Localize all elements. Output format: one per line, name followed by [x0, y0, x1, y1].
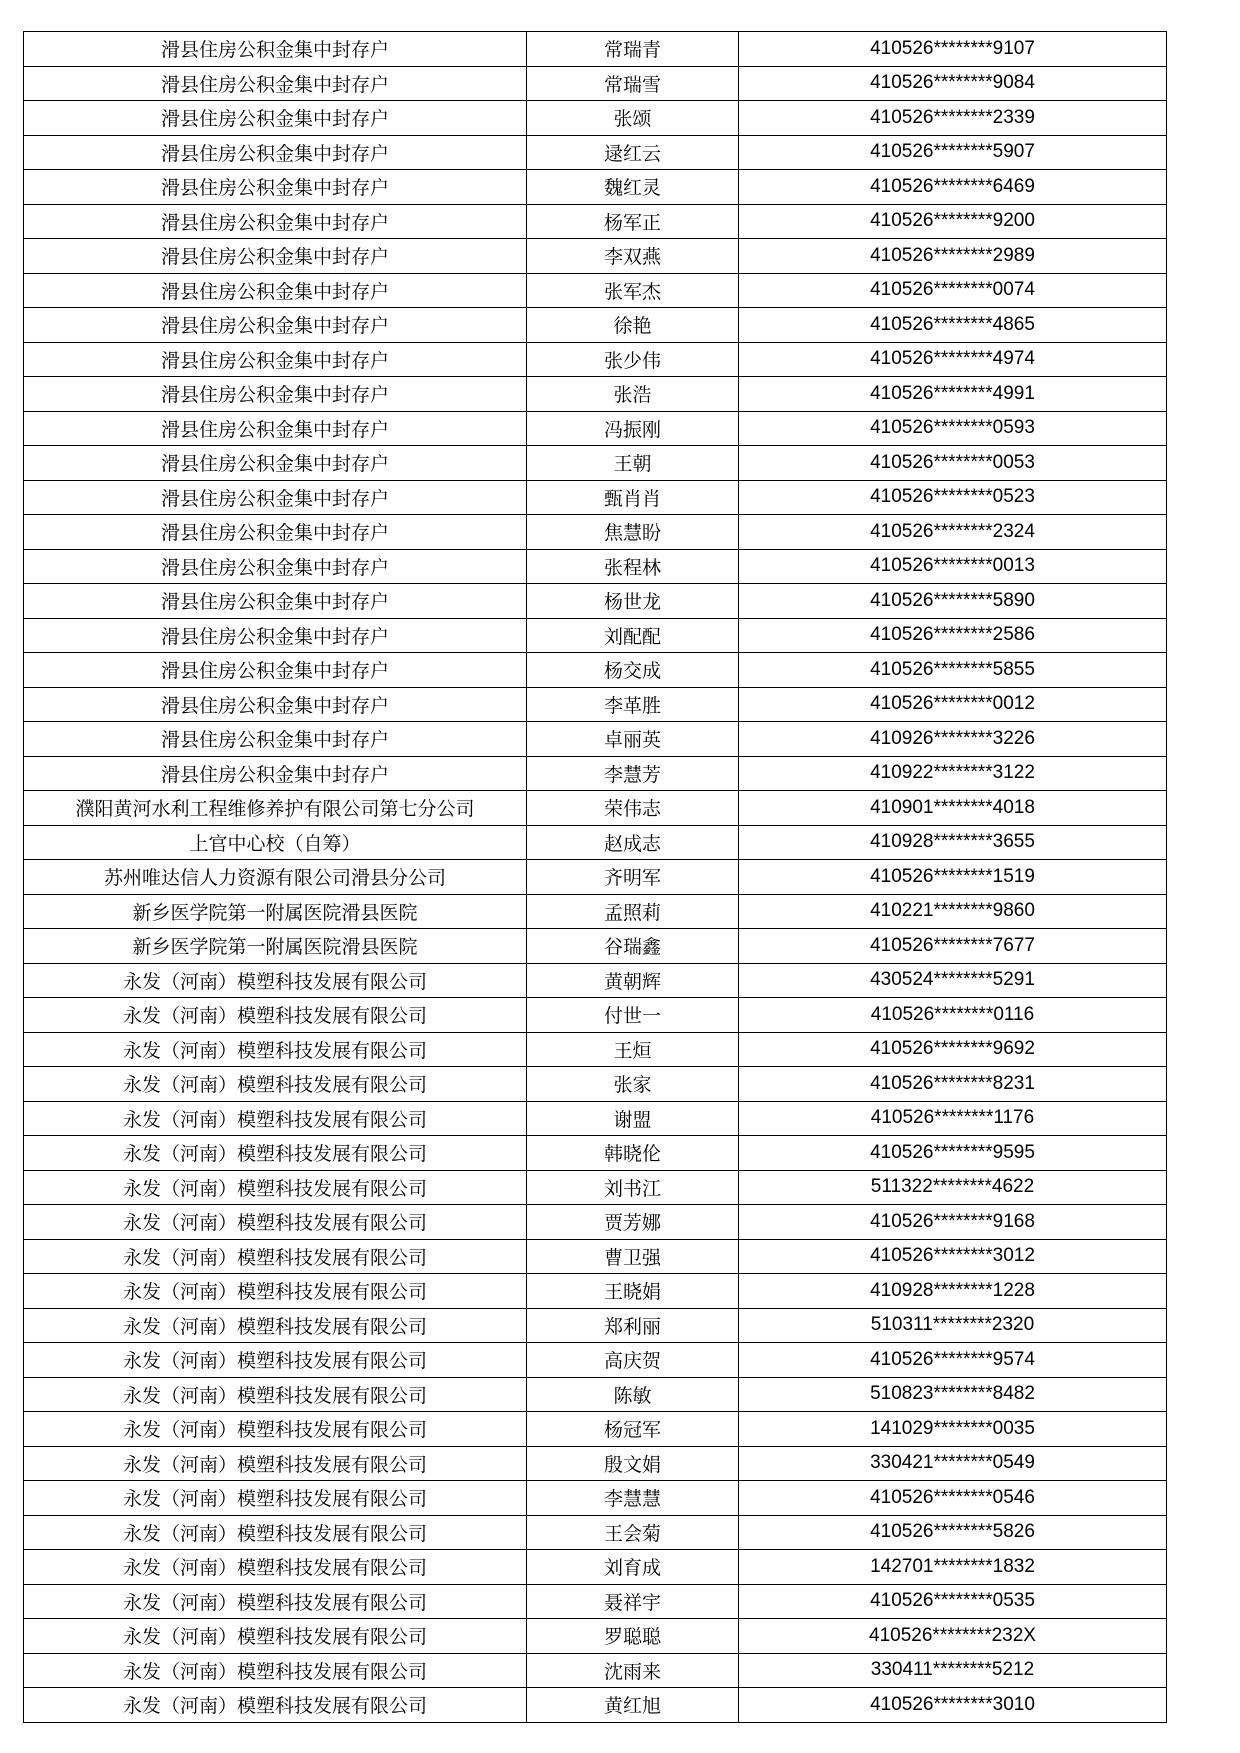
- name-cell: 黄朝辉: [527, 963, 739, 998]
- unit-cell: 永发（河南）模塑科技发展有限公司: [24, 963, 527, 998]
- name-cell: 王晓娟: [527, 1274, 739, 1309]
- id-number-cell: 410526********4991: [739, 377, 1167, 412]
- name-cell: 杨军正: [527, 204, 739, 239]
- unit-cell: 永发（河南）模塑科技发展有限公司: [24, 1274, 527, 1309]
- name-cell: 焦慧盼: [527, 515, 739, 550]
- unit-cell: 滑县住房公积金集中封存户: [24, 32, 527, 67]
- name-cell: 郑利丽: [527, 1308, 739, 1343]
- unit-cell: 滑县住房公积金集中封存户: [24, 515, 527, 550]
- unit-cell: 滑县住房公积金集中封存户: [24, 377, 527, 412]
- table-row: [24, 1653, 1167, 1688]
- table-row: [24, 1239, 1167, 1274]
- name-cell: 刘书江: [527, 1170, 739, 1205]
- unit-cell: 濮阳黄河水利工程维修养护有限公司第七分公司: [24, 791, 527, 826]
- unit-cell: 永发（河南）模塑科技发展有限公司: [24, 1101, 527, 1136]
- unit-cell: 滑县住房公积金集中封存户: [24, 687, 527, 722]
- id-number-cell: 410526********0074: [739, 273, 1167, 308]
- table-row: [24, 1550, 1167, 1585]
- unit-cell: 永发（河南）模塑科技发展有限公司: [24, 1067, 527, 1102]
- id-number-cell: 410526********4974: [739, 342, 1167, 377]
- unit-cell: 滑县住房公积金集中封存户: [24, 170, 527, 205]
- unit-cell: 滑县住房公积金集中封存户: [24, 101, 527, 136]
- name-cell: 聂祥宇: [527, 1584, 739, 1619]
- unit-cell: 永发（河南）模塑科技发展有限公司: [24, 1239, 527, 1274]
- id-number-cell: 410526********9574: [739, 1343, 1167, 1378]
- id-number-cell: 410901********4018: [739, 791, 1167, 826]
- id-number-cell: 410526********5890: [739, 584, 1167, 619]
- unit-cell: 滑县住房公积金集中封存户: [24, 653, 527, 688]
- unit-cell: 永发（河南）模塑科技发展有限公司: [24, 1377, 527, 1412]
- table-row: [24, 480, 1167, 515]
- table-row: [24, 549, 1167, 584]
- table-row: [24, 1205, 1167, 1240]
- records-table-body: [24, 32, 1167, 1723]
- table-row: [24, 1032, 1167, 1067]
- name-cell: 张军杰: [527, 273, 739, 308]
- unit-cell: 滑县住房公积金集中封存户: [24, 342, 527, 377]
- unit-cell: 永发（河南）模塑科技发展有限公司: [24, 1136, 527, 1171]
- unit-cell: 滑县住房公积金集中封存户: [24, 480, 527, 515]
- id-number-cell: 410526********232X: [739, 1619, 1167, 1654]
- table-row: [24, 1308, 1167, 1343]
- table-row: [24, 1515, 1167, 1550]
- table-row: [24, 273, 1167, 308]
- unit-cell: 永发（河南）模塑科技发展有限公司: [24, 1205, 527, 1240]
- id-number-cell: 410526********9692: [739, 1032, 1167, 1067]
- unit-cell: 新乡医学院第一附属医院滑县医院: [24, 929, 527, 964]
- id-number-cell: 410526********9168: [739, 1205, 1167, 1240]
- name-cell: 王会菊: [527, 1515, 739, 1550]
- table-row: [24, 1584, 1167, 1619]
- name-cell: 曹卫强: [527, 1239, 739, 1274]
- id-number-cell: 410526********8231: [739, 1067, 1167, 1102]
- name-cell: 张浩: [527, 377, 739, 412]
- id-number-cell: 410526********0053: [739, 446, 1167, 481]
- id-number-cell: 410526********9200: [739, 204, 1167, 239]
- table-row: [24, 1170, 1167, 1205]
- id-number-cell: 410526********1176: [739, 1101, 1167, 1136]
- id-number-cell: 410526********1519: [739, 860, 1167, 895]
- table-row: [24, 894, 1167, 929]
- unit-cell: 永发（河南）模塑科技发展有限公司: [24, 1446, 527, 1481]
- table-row: [24, 1412, 1167, 1447]
- name-cell: 魏红灵: [527, 170, 739, 205]
- unit-cell: 永发（河南）模塑科技发展有限公司: [24, 1412, 527, 1447]
- table-row: [24, 170, 1167, 205]
- id-number-cell: 410526********5907: [739, 135, 1167, 170]
- id-number-cell: 410526********9084: [739, 66, 1167, 101]
- unit-cell: 永发（河南）模塑科技发展有限公司: [24, 1308, 527, 1343]
- table-row: [24, 1377, 1167, 1412]
- table-row: [24, 308, 1167, 343]
- unit-cell: 滑县住房公积金集中封存户: [24, 308, 527, 343]
- unit-cell: 滑县住房公积金集中封存户: [24, 756, 527, 791]
- id-number-cell: 410928********1228: [739, 1274, 1167, 1309]
- name-cell: 陈敏: [527, 1377, 739, 1412]
- unit-cell: 滑县住房公积金集中封存户: [24, 411, 527, 446]
- unit-cell: 滑县住房公积金集中封存户: [24, 722, 527, 757]
- unit-cell: 永发（河南）模塑科技发展有限公司: [24, 1481, 527, 1516]
- table-row: [24, 1481, 1167, 1516]
- table-row: [24, 722, 1167, 757]
- id-number-cell: 510311********2320: [739, 1308, 1167, 1343]
- id-number-cell: 330421********0549: [739, 1446, 1167, 1481]
- table-row: [24, 342, 1167, 377]
- id-number-cell: 142701********1832: [739, 1550, 1167, 1585]
- unit-cell: 永发（河南）模塑科技发展有限公司: [24, 1170, 527, 1205]
- table-row: [24, 1136, 1167, 1171]
- unit-cell: 滑县住房公积金集中封存户: [24, 446, 527, 481]
- name-cell: 张家: [527, 1067, 739, 1102]
- id-number-cell: 410221********9860: [739, 894, 1167, 929]
- name-cell: 卓丽英: [527, 722, 739, 757]
- table-row: [24, 135, 1167, 170]
- table-row: [24, 32, 1167, 67]
- table-row: [24, 791, 1167, 826]
- name-cell: 沈雨来: [527, 1653, 739, 1688]
- id-number-cell: 410526********0546: [739, 1481, 1167, 1516]
- name-cell: 罗聪聪: [527, 1619, 739, 1654]
- name-cell: 张程林: [527, 549, 739, 584]
- table-row: [24, 825, 1167, 860]
- name-cell: 荣伟志: [527, 791, 739, 826]
- name-cell: 齐明军: [527, 860, 739, 895]
- id-number-cell: 410526********4865: [739, 308, 1167, 343]
- id-number-cell: 410526********2339: [739, 101, 1167, 136]
- name-cell: 冯振刚: [527, 411, 739, 446]
- id-number-cell: 410926********3226: [739, 722, 1167, 757]
- table-row: [24, 756, 1167, 791]
- unit-cell: 永发（河南）模塑科技发展有限公司: [24, 1343, 527, 1378]
- table-row: [24, 1446, 1167, 1481]
- unit-cell: 永发（河南）模塑科技发展有限公司: [24, 1584, 527, 1619]
- name-cell: 常瑞雪: [527, 66, 739, 101]
- name-cell: 谢盟: [527, 1101, 739, 1136]
- id-number-cell: 510823********8482: [739, 1377, 1167, 1412]
- table-row: [24, 66, 1167, 101]
- table-row: [24, 998, 1167, 1033]
- id-number-cell: 410526********6469: [739, 170, 1167, 205]
- id-number-cell: 410526********7677: [739, 929, 1167, 964]
- name-cell: 李慧慧: [527, 1481, 739, 1516]
- table-row: [24, 411, 1167, 446]
- unit-cell: 滑县住房公积金集中封存户: [24, 66, 527, 101]
- name-cell: 杨冠军: [527, 1412, 739, 1447]
- table-row: [24, 1067, 1167, 1102]
- id-number-cell: 410922********3122: [739, 756, 1167, 791]
- unit-cell: 滑县住房公积金集中封存户: [24, 239, 527, 274]
- table-row: [24, 584, 1167, 619]
- name-cell: 常瑞青: [527, 32, 739, 67]
- unit-cell: 永发（河南）模塑科技发展有限公司: [24, 1688, 527, 1723]
- unit-cell: 滑县住房公积金集中封存户: [24, 584, 527, 619]
- name-cell: 赵成志: [527, 825, 739, 860]
- name-cell: 孟照莉: [527, 894, 739, 929]
- name-cell: 张少伟: [527, 342, 739, 377]
- id-number-cell: 410526********2989: [739, 239, 1167, 274]
- name-cell: 李双燕: [527, 239, 739, 274]
- id-number-cell: 410526********0116: [739, 998, 1167, 1033]
- table-row: [24, 929, 1167, 964]
- id-number-cell: 410526********9595: [739, 1136, 1167, 1171]
- id-number-cell: 430524********5291: [739, 963, 1167, 998]
- table-row: [24, 515, 1167, 550]
- id-number-cell: 410526********5826: [739, 1515, 1167, 1550]
- id-number-cell: 141029********0035: [739, 1412, 1167, 1447]
- name-cell: 王烜: [527, 1032, 739, 1067]
- unit-cell: 滑县住房公积金集中封存户: [24, 273, 527, 308]
- id-number-cell: 410526********0523: [739, 480, 1167, 515]
- id-number-cell: 410526********0013: [739, 549, 1167, 584]
- unit-cell: 滑县住房公积金集中封存户: [24, 618, 527, 653]
- name-cell: 张颂: [527, 101, 739, 136]
- unit-cell: 上官中心校（自筹）: [24, 825, 527, 860]
- name-cell: 高庆贺: [527, 1343, 739, 1378]
- id-number-cell: 410526********0593: [739, 411, 1167, 446]
- id-number-cell: 410526********5855: [739, 653, 1167, 688]
- table-row: [24, 239, 1167, 274]
- unit-cell: 永发（河南）模塑科技发展有限公司: [24, 1619, 527, 1654]
- name-cell: 刘育成: [527, 1550, 739, 1585]
- unit-cell: 永发（河南）模塑科技发展有限公司: [24, 998, 527, 1033]
- table-row: [24, 1274, 1167, 1309]
- id-number-cell: 410526********2324: [739, 515, 1167, 550]
- id-number-cell: 410526********3012: [739, 1239, 1167, 1274]
- id-number-cell: 410526********9107: [739, 32, 1167, 67]
- table-row: [24, 687, 1167, 722]
- table-row: [24, 653, 1167, 688]
- name-cell: 杨交成: [527, 653, 739, 688]
- name-cell: 李革胜: [527, 687, 739, 722]
- name-cell: 徐艳: [527, 308, 739, 343]
- name-cell: 王朝: [527, 446, 739, 481]
- table-row: [24, 963, 1167, 998]
- name-cell: 刘配配: [527, 618, 739, 653]
- unit-cell: 滑县住房公积金集中封存户: [24, 549, 527, 584]
- unit-cell: 滑县住房公积金集中封存户: [24, 135, 527, 170]
- table-row: [24, 377, 1167, 412]
- table-row: [24, 1688, 1167, 1723]
- name-cell: 逯红云: [527, 135, 739, 170]
- name-cell: 贾芳娜: [527, 1205, 739, 1240]
- id-number-cell: 410526********3010: [739, 1688, 1167, 1723]
- table-row: [24, 1343, 1167, 1378]
- records-table: [23, 31, 1167, 1723]
- id-number-cell: 410526********0012: [739, 687, 1167, 722]
- table-row: [24, 101, 1167, 136]
- unit-cell: 永发（河南）模塑科技发展有限公司: [24, 1653, 527, 1688]
- name-cell: 李慧芳: [527, 756, 739, 791]
- unit-cell: 永发（河南）模塑科技发展有限公司: [24, 1032, 527, 1067]
- id-number-cell: 511322********4622: [739, 1170, 1167, 1205]
- table-row: [24, 446, 1167, 481]
- id-number-cell: 410928********3655: [739, 825, 1167, 860]
- table-row: [24, 618, 1167, 653]
- name-cell: 殷文娟: [527, 1446, 739, 1481]
- id-number-cell: 410526********2586: [739, 618, 1167, 653]
- table-row: [24, 860, 1167, 895]
- table-row: [24, 204, 1167, 239]
- id-number-cell: 330411********5212: [739, 1653, 1167, 1688]
- unit-cell: 永发（河南）模塑科技发展有限公司: [24, 1515, 527, 1550]
- name-cell: 黄红旭: [527, 1688, 739, 1723]
- unit-cell: 新乡医学院第一附属医院滑县医院: [24, 894, 527, 929]
- unit-cell: 永发（河南）模塑科技发展有限公司: [24, 1550, 527, 1585]
- name-cell: 杨世龙: [527, 584, 739, 619]
- table-row: [24, 1619, 1167, 1654]
- unit-cell: 滑县住房公积金集中封存户: [24, 204, 527, 239]
- table-row: [24, 1101, 1167, 1136]
- name-cell: 甄肖肖: [527, 480, 739, 515]
- unit-cell: 苏州唯达信人力资源有限公司滑县分公司: [24, 860, 527, 895]
- name-cell: 谷瑞鑫: [527, 929, 739, 964]
- id-number-cell: 410526********0535: [739, 1584, 1167, 1619]
- name-cell: 韩晓伦: [527, 1136, 739, 1171]
- name-cell: 付世一: [527, 998, 739, 1033]
